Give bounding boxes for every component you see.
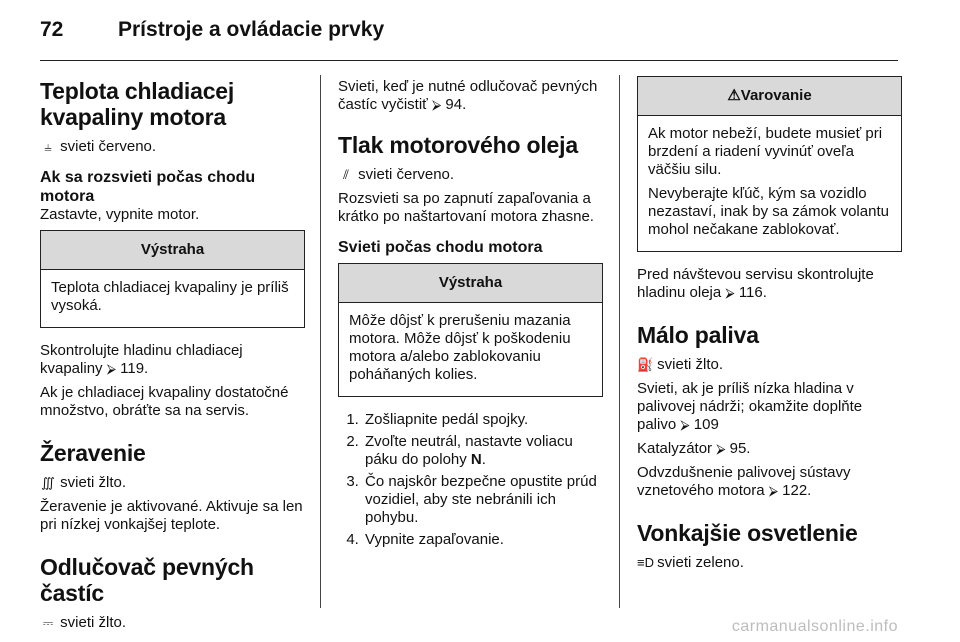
page-ref-arrow-icon: ⮚ [716,441,726,456]
coolant-temperature-icon: ⫨ [44,139,52,154]
page-ref[interactable]: 109 [693,416,719,433]
paragraph: Žeravenie je aktivované. Aktivuje sa len pri nízkej vonkajšej teplote. [40,498,303,533]
column-divider [320,75,321,608]
column-1 [40,66,305,638]
page-ref[interactable]: 116. [738,284,767,301]
column-divider [619,75,620,608]
paragraph: Svieti, ak je príliš nízka hladina v palivovej nádrži; okamžite doplňte palivo ⮚ 109 [637,380,863,433]
page-ref[interactable]: 122. [782,482,812,499]
warning-box [338,263,603,397]
fuel-icon: ⛽ [637,357,654,372]
danger-title: ⚠Varovanie [638,77,901,116]
section-title: Žeravenie [40,440,146,466]
section-title: Tlak motorového oleja [338,132,578,158]
page-ref-arrow-icon: ⮚ [106,361,116,376]
danger-box [637,76,902,252]
subsection-title: Ak sa rozsvieti počas chodu motora [40,169,256,205]
page-ref-arrow-icon: ⮚ [431,97,442,112]
section-title: Odlučovač pevných častíc [40,554,254,606]
paragraph: Odvzdušnenie palivovej sústavy vznetového motora ⮚ 122. [637,464,851,499]
list-item: 3. Čo najskôr bezpečne opustite prúd vozidiel, aby ste nebránili ich pohybu. [363,473,603,527]
indicator-line: ⫨ svieti červeno. [40,138,305,156]
subsection-title: Svieti počas chodu motora [338,239,543,256]
page-ref[interactable]: 94. [445,96,467,113]
indicator-line: ⫽ svieti červeno. [338,166,603,184]
oil-pressure-icon: ⫽ [343,167,349,182]
watermark: carmanualsonline.info [731,618,898,635]
list-item: 2. Zvoľte neutrál, nastavte voliacu páku do polohy N. [363,433,603,469]
list-item: 4. Vypnite zapaľovanie. [363,531,603,549]
warning-text: Teplota chladiacej kvapaliny je príliš vysoká. [51,279,289,314]
indicator-line: ∭ svieti žlto. [41,474,127,491]
warning-text: Môže dôjsť k prerušeniu mazania motora. Môže dôjsť k poškodeniu motora a/alebo zablokovaniu poháňaných kolies. [349,312,571,383]
exterior-light-icon: ≡D [637,555,654,570]
steps-list [338,411,603,549]
warning-box [40,230,305,328]
danger-text: Nevyberajte kľúč, kým sa vozidlo nezastaví, inak by sa zámok volantu mohol nečakane zablokovať. [648,185,889,238]
column-2 [338,66,603,553]
section-title: Vonkajšie osvetlenie [637,520,858,546]
paragraph: Skontrolujte hladinu chladiacej kvapaliny ⮚ 119. [40,342,243,377]
section-title: Teplota chladiacej kvapaliny motora [40,78,235,130]
page-ref-arrow-icon: ⮚ [725,285,735,300]
warning-title: Výstraha [339,264,602,303]
particle-filter-icon: ⎓ [42,615,54,630]
indicator-line: ⛽ svieti žlto. [637,356,724,373]
paragraph: Katalyzátor ⮚ 95. [637,440,751,457]
column-3 [637,66,902,578]
page-ref-arrow-icon: ⮚ [768,483,778,498]
page-header [40,18,384,48]
indicator-line: ≡D svieti zeleno. [637,554,744,571]
running-title: Prístroje a ovládacie prvky [118,18,385,41]
header-rule [40,60,898,61]
indicator-line: ⎓ svieti žlto. [40,614,305,632]
page-number: 72 [40,18,64,41]
paragraph: Zastavte, vypnite motor. [40,206,200,223]
section-title: Málo paliva [637,322,759,348]
page-ref-arrow-icon: ⮚ [680,417,690,432]
warning-triangle-icon: ⚠ [727,87,741,104]
paragraph: Ak je chladiacej kvapaliny dostatočné množstvo, obráťte sa na servis. [40,384,289,419]
page-ref[interactable]: 95. [729,440,751,457]
danger-text: Ak motor nebeží, budete musieť pri brzdení a riadení vyvinúť oveľa väčšiu silu. [648,125,883,178]
glow-plug-icon: ∭ [41,475,55,490]
paragraph: Rozsvieti sa po zapnutí zapaľovania a krátko po naštartovaní motora zhasne. [338,190,594,225]
paragraph: Pred návštevou servisu skontrolujte hladinu oleja ⮚ 116. [637,266,874,301]
paragraph: Svieti, keď je nutné odlučovač pevných častíc vyčistiť ⮚ 94. [338,78,598,113]
gear-position: N [470,451,482,468]
page-ref[interactable]: 119. [120,360,149,377]
list-item: 1. Zošliapnite pedál spojky. [363,411,603,429]
warning-title: Výstraha [41,231,304,270]
